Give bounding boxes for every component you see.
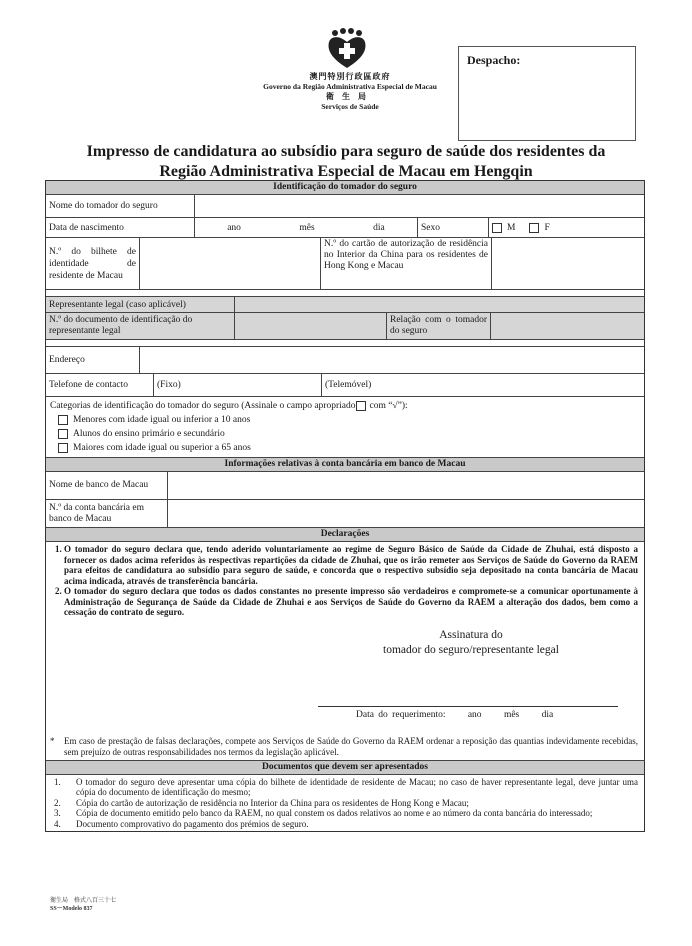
legal-rep-field[interactable] (235, 297, 644, 312)
address-field[interactable] (140, 347, 644, 373)
section-header-identification: Identificação do tomador do seguro (46, 181, 644, 195)
heart-cross-family-icon (325, 28, 369, 70)
document-item: 1. O tomador do seguro deve apresentar uma cópia do bilhete de identidade de residente de Macau; no caso de haver representante legal, deve juntar uma cópia do documento de identificação do mesmo; (54, 776, 638, 797)
application-form (45, 180, 645, 832)
sex-m-label: M (507, 222, 516, 233)
false-declaration-note (46, 736, 644, 761)
bank-account-row (46, 500, 644, 528)
relation-field[interactable] (491, 313, 644, 339)
document-text: Documento comprovativo do pagamento dos prémios de seguro. (76, 818, 309, 829)
dept-chinese: 衛生局 (326, 92, 374, 101)
document-text: Cópia do cartão de autorização de residência no Interior da China para os residentes de Hong Kong e Macau; (76, 797, 469, 808)
date-year-label: ano (467, 709, 482, 720)
section-header-documents: Documentos que devem ser apresentados (46, 761, 644, 775)
address-label: Endereço (46, 347, 140, 373)
section-header-declarations: Declarações (46, 528, 644, 542)
date-label: Data do requerimento: (356, 709, 446, 720)
phone-row (46, 374, 644, 397)
name-row (46, 195, 644, 218)
category-label: Maiores com idade igual ou superior a 65 anos (73, 443, 251, 453)
birth-year-label: ano (227, 222, 241, 233)
birth-row (46, 218, 644, 238)
document-item: 2. Cópia do cartão de autorização de residência no Interior da China para os residentes de Hong Kong e Macau; (54, 797, 469, 808)
section-header-bank: Informações relativas à conta bancária em banco de Macau (46, 458, 644, 472)
permit-label: N.º do cartão de autorização de residência no Interior da China para os residentes de Hong Kong e Macau (321, 238, 492, 289)
legal-rep-doc-label: N.º do documento de identificação do representante legal (46, 313, 235, 339)
categories-block (46, 397, 644, 458)
declaration-item: 1. O tomador do seguro declara que, tendo aderido voluntariamente ao regime de Seguro Básico de Saúde da Cidade de Zhuhai, está disposto a fornecer os dados acima referidos às respectivas repartições da cidade de Zhuhai, que os irão remeter aos Serviços de Saúde do Governo da RAEM para efeitos de candidatura ao subsídio para seguro de saúde, e concorda que o respectivo subsídio seja depositado na conta bancária de Macau acima indicada, através de transferência bancária. (64, 544, 638, 586)
signature-line-1: Assinatura do (439, 628, 503, 641)
declarations-list (46, 542, 644, 618)
categories-prompt-text: Categorias de identificação do tomador do seguro (Assinale o campo apropriado (50, 401, 356, 411)
phone-fixed-field[interactable] (154, 374, 322, 396)
example-checkbox (356, 401, 366, 411)
bank-account-label: N.º da conta bancária em banco de Macau (46, 500, 168, 527)
document-item: 4. Documento comprovativo do pagamento dos prémios de seguro. (54, 818, 309, 829)
sex-options (489, 218, 644, 237)
declaration-item: 2. O tomador do seguro declara que todos os dados constantes no presente impresso são verdadeiros e compromete-se a comunicar oportunamente à Administração de Segurança de Saúde da Cidade de Zhuhai e aos Serviços de Saúde do Governo da RAEM a alteração dos dados, bem como a cessação do contrato de seguro. (64, 586, 638, 618)
category-label: Menores com idade igual ou inferior a 10 anos (73, 415, 251, 425)
category-option[interactable] (46, 441, 644, 455)
id-row (46, 238, 644, 290)
title-line-2: Região Administrativa Especial de Macau em Hengqin (159, 163, 533, 180)
category-checkbox[interactable] (58, 415, 68, 425)
category-checkbox[interactable] (58, 429, 68, 439)
phone-label: Telefone de contacto (46, 374, 154, 396)
date-month-label: mês (503, 709, 520, 720)
row-spacer (46, 290, 644, 297)
application-date (356, 710, 571, 720)
phone-mobile-label: (Telemóvel) (325, 380, 372, 390)
legal-rep-row (46, 297, 644, 313)
id-card-label: N.º do bilhete de identidade de residente de Macau (46, 238, 140, 289)
name-label: Nome do tomador do seguro (46, 195, 195, 217)
form-code-chinese: 衛生局 格式八百三十七 (50, 898, 117, 904)
legal-rep-label: Representante legal (caso aplicável) (46, 297, 235, 312)
signature-title (346, 628, 596, 658)
sex-f-label: F (544, 222, 550, 233)
title-line-1: Impresso de candidatura ao subsídio para seguro de saúde dos residentes da (86, 143, 606, 160)
birth-day-label: dia (373, 222, 385, 233)
legal-rep-doc-row (46, 313, 644, 340)
birth-date-field[interactable] (195, 218, 418, 237)
name-field[interactable] (195, 195, 644, 217)
signature-line-2: tomador do seguro/representante legal (383, 643, 559, 656)
sex-m-checkbox[interactable] (492, 223, 502, 233)
bank-account-field[interactable] (168, 500, 644, 527)
bank-name-label: Nome de banco de Macau (46, 472, 168, 499)
bank-name-field[interactable] (168, 472, 644, 499)
document-item: 3. Cópia de documento emitido pelo banco da RAEM, no qual constem os dados relativos ao nome e ao número da conta bancária do interessado; (54, 808, 593, 818)
address-row (46, 347, 644, 374)
despacho-box (458, 46, 636, 141)
phone-mobile-field[interactable] (322, 374, 644, 396)
category-label: Alunos do ensino primário e secundário (73, 429, 225, 439)
document-text: Cópia de documento emitido pelo banco da RAEM, no qual constem os dados relativos ao nome e ao número da conta bancária do interessado; (76, 808, 593, 818)
date-day-label: dia (541, 709, 554, 720)
birth-label: Data de nascimento (46, 218, 195, 237)
document-text: O tomador do seguro deve apresentar uma cópia do bilhete de identidade de residente de Macau; no caso de haver representante legal, deve juntar uma cópia do documento de identificação do mesmo; (76, 776, 638, 797)
birth-month-label: mês (299, 222, 315, 233)
bank-name-row (46, 472, 644, 500)
despacho-label: Despacho: (467, 53, 521, 67)
sex-label: Sexo (418, 218, 489, 237)
documents-list (46, 775, 644, 832)
row-spacer (46, 340, 644, 347)
id-card-field[interactable] (140, 238, 321, 289)
org-chinese: 澳門特別行政區政府 (309, 72, 391, 81)
form-code-portuguese: SS－Modelo 837 (50, 906, 93, 912)
categories-prompt (46, 399, 644, 413)
org-portuguese: Governo da Região Administrativa Especial de Macau (263, 82, 437, 91)
sex-f-checkbox[interactable] (529, 223, 539, 233)
form-code (50, 897, 116, 913)
signature-line (318, 706, 618, 707)
legal-rep-doc-field[interactable] (235, 313, 387, 339)
categories-prompt-suffix: com “√”): (369, 401, 408, 411)
note-text: Em caso de prestação de falsas declarações, compete aos Serviços de Saúde do Governo da RAEM ordenar a reposição das quantias indevidamente recebidas, sem prejuízo de outras responsabilidades nos termos da legislação aplicável. (64, 735, 638, 757)
page-title (40, 142, 652, 182)
government-header (235, 72, 465, 112)
category-option[interactable] (46, 413, 644, 427)
dept-portuguese: Serviços de Saúde (321, 102, 379, 111)
permit-field[interactable] (492, 238, 644, 289)
category-checkbox[interactable] (58, 443, 68, 453)
phone-fixed-label: (Fixo) (157, 380, 181, 390)
asterisk-icon: * (50, 735, 55, 746)
signature-area[interactable] (46, 618, 644, 736)
relation-label: Relação com o tomador do seguro (387, 313, 491, 339)
category-option[interactable] (46, 427, 644, 441)
